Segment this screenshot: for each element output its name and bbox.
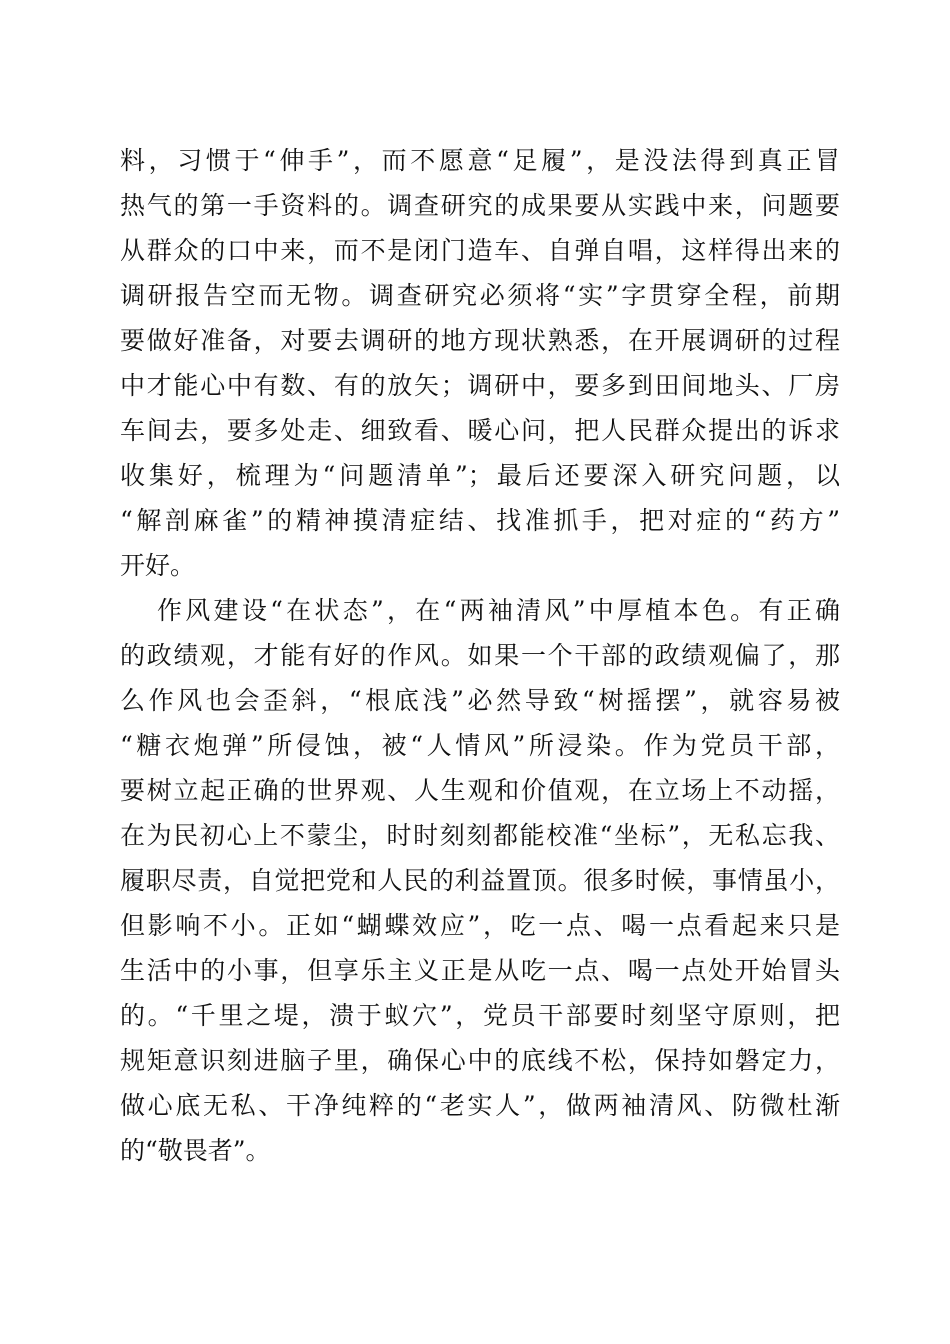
text-line: 作风建设“在状态”，在“两袖清风”中厚植本色。有正确 xyxy=(157,596,840,625)
text-line: 开好。 xyxy=(120,551,196,580)
text-line: 的。“千里之堤，溃于蚁穴”，党员干部要时刻坚守原则，把 xyxy=(120,1001,840,1030)
text-line: 要做好准备，对要去调研的地方现状熟悉，在开展调研的过程 xyxy=(120,326,840,355)
text-line: “糖衣炮弹”所侵蚀，被“人情风”所浸染。作为党员干部， xyxy=(120,731,840,760)
text-line: 规矩意识刻进脑子里，确保心中的底线不松，保持如磐定力， xyxy=(120,1046,840,1075)
text-line: 料，习惯于“伸手”，而不愿意“足履”，是没法得到真正冒 xyxy=(120,146,840,175)
text-line: 的“敬畏者”。 xyxy=(120,1136,271,1165)
text-line: 在为民初心上不蒙尘，时时刻刻都能校准“坐标”，无私忘我、 xyxy=(120,821,840,850)
text-line: 中才能心中有数、有的放矢；调研中，要多到田间地头、厂房 xyxy=(120,371,840,400)
text-line: 调研报告空而无物。调查研究必须将“实”字贯穿全程，前期 xyxy=(120,281,840,310)
text-line: “解剖麻雀”的精神摸清症结、找准抓手，把对症的“药方” xyxy=(120,506,840,535)
text-line: 收集好，梳理为“问题清单”；最后还要深入研究问题，以 xyxy=(120,461,840,490)
text-line: 做心底无私、干净纯粹的“老实人”，做两袖清风、防微杜渐 xyxy=(120,1091,840,1120)
text-line: 的政绩观，才能有好的作风。如果一个干部的政绩观偏了，那 xyxy=(120,641,840,670)
text-line: 热气的第一手资料的。调查研究的成果要从实践中来，问题要 xyxy=(120,191,840,220)
document-body xyxy=(120,138,840,1173)
text-line: 车间去，要多处走、细致看、暖心问，把人民群众提出的诉求 xyxy=(120,416,840,445)
text-line: 生活中的小事，但享乐主义正是从吃一点、喝一点处开始冒头 xyxy=(120,956,840,985)
text-line: 履职尽责，自觉把党和人民的利益置顶。很多时候，事情虽小， xyxy=(120,866,840,895)
text-line: 从群众的口中来，而不是闭门造车、自弹自唱，这样得出来的 xyxy=(120,236,840,265)
paragraph-1 xyxy=(120,138,840,588)
text-line: 么作风也会歪斜，“根底浅”必然导致“树摇摆”，就容易被 xyxy=(120,686,840,715)
paragraph-2 xyxy=(120,588,840,1173)
text-line: 但影响不小。正如“蝴蝶效应”，吃一点、喝一点看起来只是 xyxy=(120,911,840,940)
text-line: 要树立起正确的世界观、人生观和价值观，在立场上不动摇， xyxy=(120,776,840,805)
